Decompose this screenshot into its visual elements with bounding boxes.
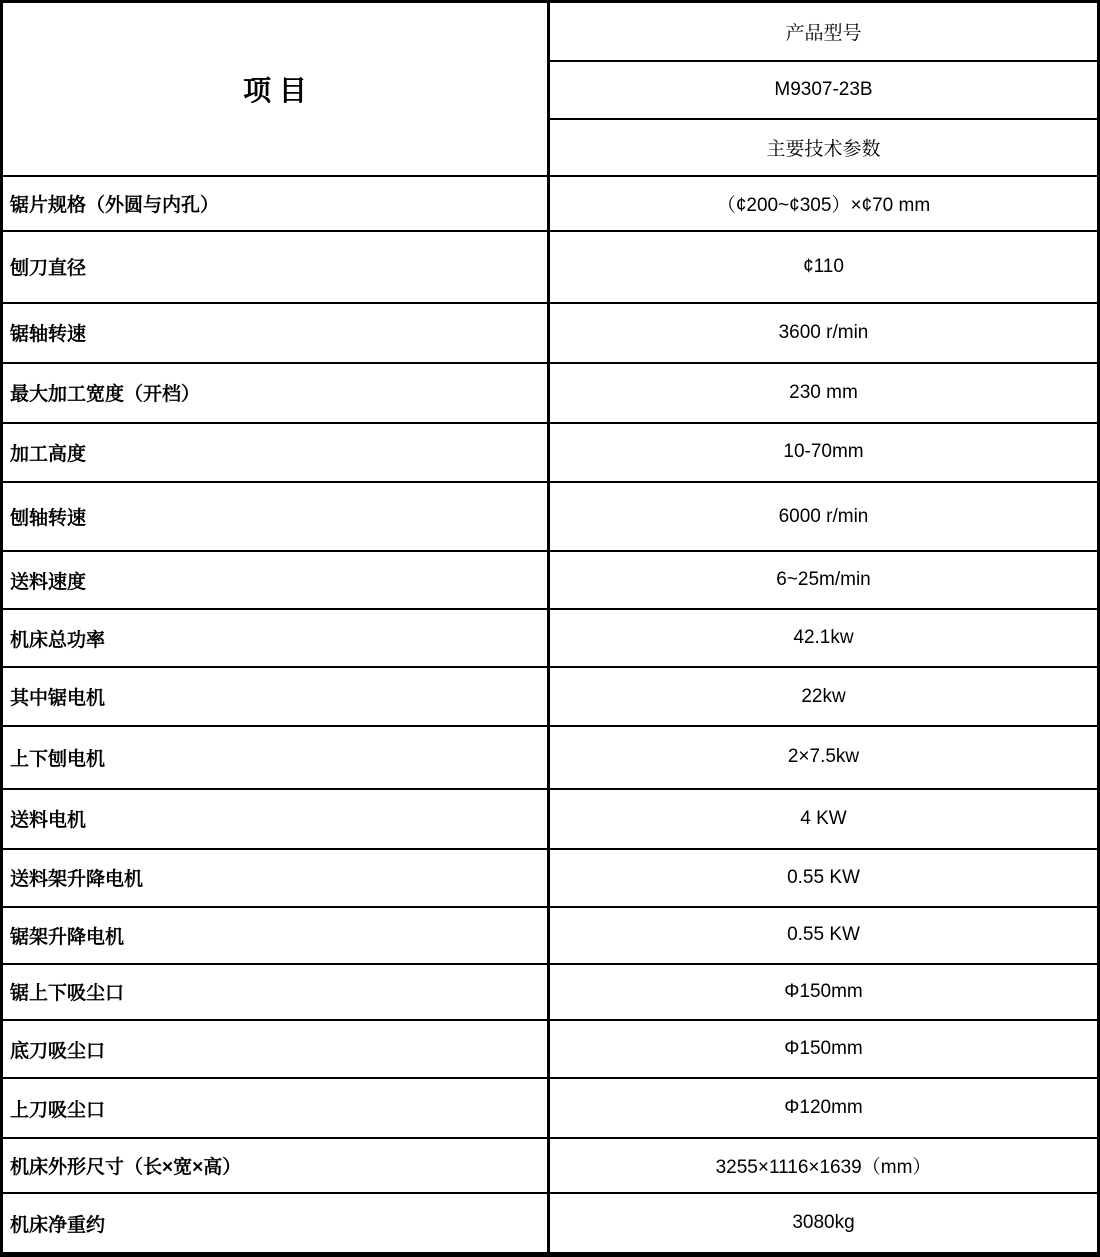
table-header — [3, 3, 1097, 175]
spec-label: 锯上下吸尘口 — [3, 965, 550, 1020]
spec-value: 3080kg — [792, 1212, 855, 1234]
table-row — [3, 550, 1097, 608]
spec-label: 其中锯电机 — [3, 668, 550, 725]
spec-label: 机床净重约 — [3, 1194, 550, 1252]
table-row — [3, 1137, 1097, 1192]
spec-value: Φ150mm — [784, 980, 863, 1002]
spec-value: 6~25m/min — [776, 569, 871, 591]
spec-value: 6000 r/min — [778, 505, 869, 527]
spec-label: 送料速度 — [3, 552, 550, 608]
table-row — [3, 362, 1097, 422]
main-params-label: 主要技术参数 — [550, 118, 1097, 175]
table-row — [3, 1019, 1097, 1077]
spec-label: 刨轴转速 — [3, 483, 550, 550]
spec-value: 3255×1116×1639（mm） — [715, 1157, 932, 1179]
table-row — [3, 666, 1097, 725]
table-row — [3, 1192, 1097, 1252]
spec-value: 3600 r/min — [778, 321, 869, 343]
spec-label: 上刀吸尘口 — [3, 1079, 550, 1137]
table-row — [3, 788, 1097, 848]
table-row — [3, 302, 1097, 362]
spec-value: 2×7.5kw — [787, 746, 860, 768]
table-row — [3, 481, 1097, 550]
table-row — [3, 725, 1097, 788]
spec-value: 10-70mm — [783, 441, 864, 463]
spec-value: （¢200~¢305）×¢70 mm — [716, 194, 931, 216]
spec-value: 0.55 KW — [787, 866, 860, 888]
spec-label: 送料电机 — [3, 790, 550, 848]
spec-value: 0.55 KW — [787, 924, 860, 946]
spec-label: 机床外形尺寸（长×宽×高） — [3, 1139, 550, 1192]
spec-label: 最大加工宽度（开档） — [3, 364, 550, 422]
spec-label: 送料架升降电机 — [3, 850, 550, 906]
table-row — [3, 848, 1097, 906]
spec-value: 4 KW — [800, 807, 847, 829]
spec-label: 刨刀直径 — [3, 232, 550, 302]
spec-label: 加工高度 — [3, 424, 550, 482]
table-row — [3, 608, 1097, 666]
items-header-cell: 项 目 — [3, 3, 550, 175]
table-row — [3, 422, 1097, 482]
table-row — [3, 1077, 1097, 1137]
spec-label: 锯片规格（外圆与内孔） — [3, 177, 550, 230]
spec-value: 42.1kw — [793, 627, 854, 649]
table-row — [3, 906, 1097, 963]
spec-value: 230 mm — [789, 381, 858, 403]
spec-label: 底刀吸尘口 — [3, 1021, 550, 1077]
spec-label: 上下刨电机 — [3, 727, 550, 788]
table-row — [3, 175, 1097, 230]
product-model-label: 产品型号 — [785, 23, 862, 44]
spec-value: Φ120mm — [784, 1097, 863, 1119]
model-number: M9307-23B — [550, 60, 1097, 118]
table-row — [3, 230, 1097, 302]
table-row — [3, 963, 1097, 1020]
spec-value: Φ150mm — [784, 1038, 863, 1060]
spec-value: 22kw — [801, 685, 846, 707]
spec-label: 机床总功率 — [3, 610, 550, 666]
spec-label: 锯架升降电机 — [3, 908, 550, 963]
header-right-column — [550, 3, 1097, 175]
spec-value: ¢110 — [803, 255, 844, 277]
spec-label: 锯轴转速 — [3, 304, 550, 362]
